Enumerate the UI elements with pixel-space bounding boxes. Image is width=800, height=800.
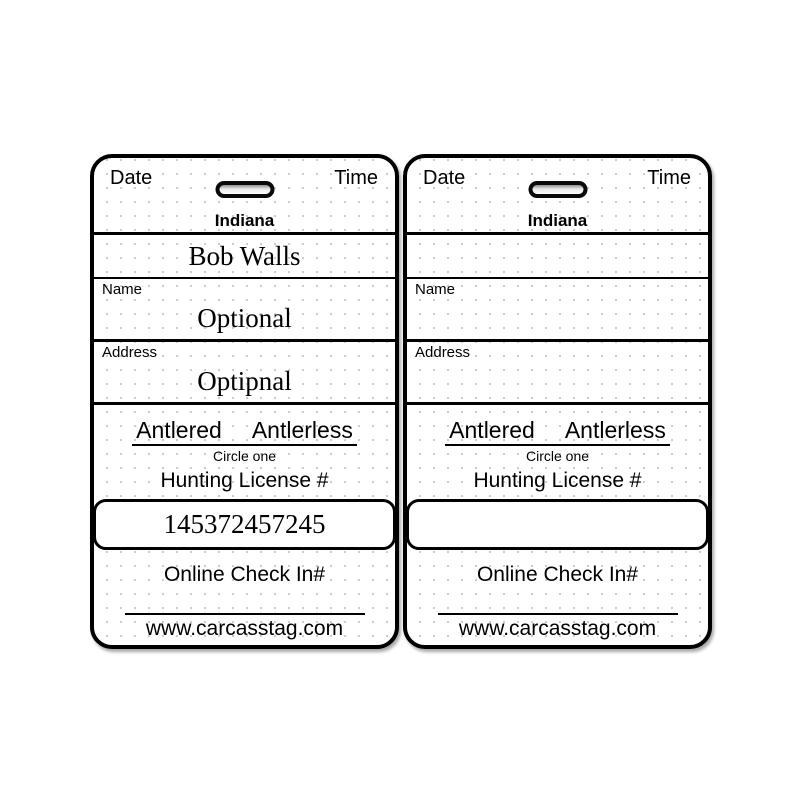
online-checkin-label: Online Check In#: [163, 563, 326, 586]
date-label: Date: [423, 167, 466, 189]
name-label: Name: [415, 281, 456, 298]
circle-one-hint: Circle one: [212, 448, 277, 464]
hunter-name-field[interactable]: [407, 235, 708, 279]
name-label: Name: [102, 281, 143, 298]
hunting-license-box[interactable]: [93, 499, 396, 550]
state-title: Indiana: [527, 211, 588, 230]
hunting-license-label: Hunting License #: [473, 469, 642, 492]
address-section[interactable]: [94, 342, 395, 405]
antlerless-option[interactable]: Antlerless: [251, 417, 353, 443]
hunter-name-value[interactable]: Bob Walls: [188, 240, 301, 271]
name-optional-value[interactable]: Optional: [197, 303, 292, 333]
circle-one-hint: Circle one: [525, 448, 590, 464]
hunter-name-field[interactable]: [94, 235, 395, 279]
time-label: Time: [647, 167, 691, 189]
name-section[interactable]: [94, 279, 395, 342]
antlerless-option[interactable]: Antlerless: [564, 417, 666, 443]
address-section[interactable]: [407, 342, 708, 405]
hunting-license-box[interactable]: [406, 499, 709, 550]
antlered-option[interactable]: Antlered: [449, 417, 535, 443]
antler-choice-row: [445, 417, 670, 446]
online-checkin-write-line[interactable]: [438, 613, 678, 615]
address-label: Address: [102, 344, 158, 361]
name-section[interactable]: [407, 279, 708, 342]
time-label: Time: [334, 167, 378, 189]
address-label: Address: [415, 344, 471, 361]
tag-bottom-section: [407, 405, 708, 645]
punch-hole-slot: [215, 181, 274, 198]
address-optional-value[interactable]: Optipnal: [197, 366, 292, 396]
hunting-license-number[interactable]: 145372457245: [163, 509, 326, 539]
antlered-option[interactable]: Antlered: [136, 417, 222, 443]
carcass-tag-left: [90, 154, 399, 649]
tag-header: [407, 158, 708, 235]
carcass-tag-right: [403, 154, 712, 649]
carcass-tags-row: [90, 154, 712, 649]
tag-header: [94, 158, 395, 235]
tag-bottom-section: [94, 405, 395, 645]
date-label: Date: [110, 167, 153, 189]
hunting-license-label: Hunting License #: [160, 469, 329, 492]
antler-choice-row: [132, 417, 357, 446]
online-checkin-label: Online Check In#: [476, 563, 639, 586]
state-title: Indiana: [214, 211, 275, 230]
website-url: www.carcasstag.com: [458, 617, 657, 640]
punch-hole-slot: [528, 181, 587, 198]
online-checkin-write-line[interactable]: [125, 613, 365, 615]
website-url: www.carcasstag.com: [145, 617, 344, 640]
